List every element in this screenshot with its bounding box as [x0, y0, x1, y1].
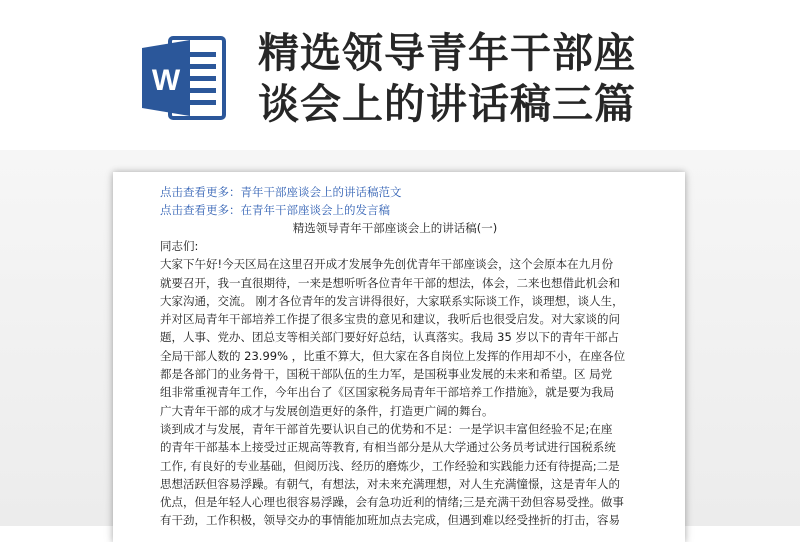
body-line: 就要召开，我一直很期待，一来是想听听各位青年干部的想法，体会，二来也想借此机会和: [160, 275, 620, 290]
body-line: 谈到成才与发展，青年干部首先要认识自己的优势和不足：一是学识丰富但经验不足;在座: [160, 421, 613, 436]
body-line: 并对区局青年干部培养工作提了很多宝贵的意见和建议，我听后也很受启发。对大家谈的问: [160, 312, 620, 327]
more-link-1-text[interactable]: 青年干部座谈会上的讲话稿范文: [240, 185, 402, 199]
body-line: 大家下午好!今天区局在这里召开成才发展争先创优青年干部座谈会，这个会原本在九月份: [160, 257, 614, 272]
body-line: 全局干部人数的 23.99% ，比重不算大，但大家在各自岗位上发挥的作用却不小，在座各位: [160, 348, 626, 363]
body-line: 广大青年干部的成才与发展创造更好的条件，打造更广阔的舞台。: [160, 403, 494, 418]
more-link-2-prefix: 点击查看更多：: [160, 203, 241, 217]
more-link-2[interactable]: [160, 201, 650, 219]
more-link-2-text[interactable]: 在青年干部座谈会上的发言稿: [240, 203, 390, 217]
word-icon-letter: W: [151, 64, 181, 97]
body-line: 工作, 有良好的专业基础，但阅历浅、经历的磨炼少，工作经验和实践能力还有待提高;二是: [160, 458, 620, 473]
body-line: 的青年干部基本上接受过正规高等教育, 有相当部分是从大学通过公务员考试进行国税系统: [160, 440, 616, 455]
more-link-1[interactable]: [160, 183, 650, 201]
body-line: 大家沟通，交流。 刚才各位青年的发言讲得很好，大家联系实际谈工作，谈理想，谈人生，: [160, 293, 624, 308]
more-link-1-prefix: 点击查看更多：: [160, 185, 241, 199]
title-line-2: 谈会上的讲话稿三篇: [258, 80, 636, 128]
document-page: [113, 172, 685, 542]
body-line: 同志们:: [160, 239, 199, 253]
header-banner: [0, 0, 800, 160]
body-line: 优点，但是年轻人心理也很容易浮躁，会有急功近利的情绪;三是充满干劲但容易受挫。做事: [160, 495, 624, 510]
body-line: 都是各部门的业务骨干，国税干部队伍的生力军，是国税事业发展的未来和希望。区 局党: [160, 367, 613, 382]
body-line: 思想活跃但容易浮躁。有朝气，有想法，对未来充满理想，对人生充满憧憬，这是青年人的: [160, 476, 620, 491]
page-title: [258, 28, 778, 130]
document-heading: 精选领导青年干部座谈会上的讲话稿(一): [292, 221, 498, 235]
title-line-1: 精选领导青年干部座: [258, 29, 636, 77]
body-line: 有干劲，工作积极，领导交办的事情能加班加点去完成，但遇到难以经受挫折的打击，容易: [160, 513, 620, 528]
word-icon: [140, 34, 228, 122]
body-line: 题，人事、党办、团总支等相关部门要好好总结，认真落实。我局 35 岁以下的青年干部占: [160, 330, 619, 345]
document-content: [160, 183, 650, 530]
body-line: 组非常重视青年工作，今年出台了《区国家税务局青年干部培养工作措施》，就是要为我局: [160, 385, 615, 400]
